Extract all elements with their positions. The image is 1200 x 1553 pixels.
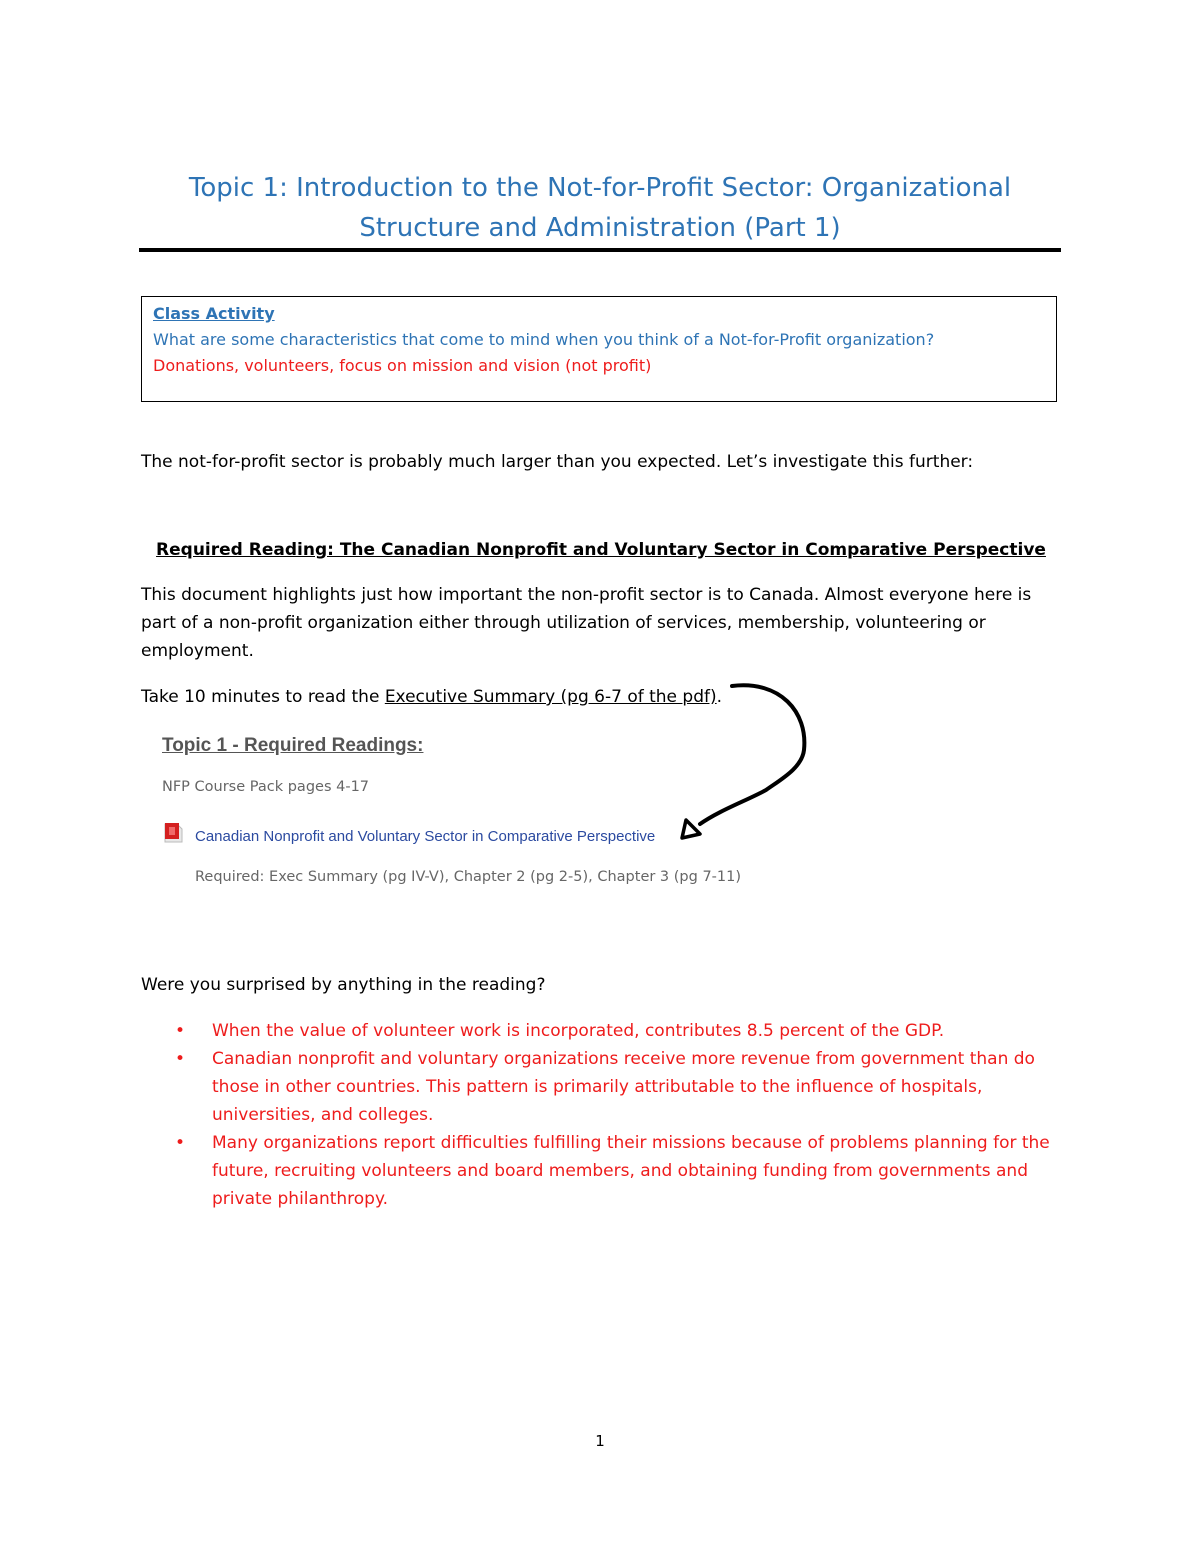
bullet-icon: • — [175, 1133, 186, 1153]
bullet-text: When the value of volunteer work is incorporated, contributes 8.5 percent of the GDP. — [212, 1021, 945, 1041]
screenshot-heading: Topic 1 - Required Readings: — [162, 735, 424, 756]
list-item — [141, 1017, 1061, 1045]
required-reading-body: This document highlights just how important the non-profit sector is to Canada. Almost everyone here is part of a non-profit organization either through utilization of services, membership, volunteering or employment. — [141, 585, 1032, 661]
title-rule — [139, 248, 1061, 252]
class-activity-box — [141, 296, 1057, 402]
bullet-icon: • — [175, 1049, 186, 1069]
bullet-icon: • — [175, 1021, 186, 1041]
title-line-2: Structure and Administration (Part 1) — [359, 213, 841, 243]
required-reading-heading: Required Reading: The Canadian Nonprofit and Voluntary Sector in Comparative Perspective — [156, 540, 1046, 560]
pdf-icon — [164, 822, 184, 844]
surprised-question: Were you surprised by anything in the reading? — [141, 975, 546, 995]
bullet-text: Many organizations report difficulties fulfilling their missions because of problems planning for the future, recruiting volunteers and board members, and obtaining funding from governments and private philanthropy. — [212, 1133, 1050, 1209]
list-item — [141, 1045, 1061, 1129]
findings-list — [141, 1017, 1061, 1213]
page-title — [140, 168, 1060, 248]
list-item — [141, 1129, 1061, 1213]
class-activity-answer: Donations, volunteers, focus on mission and vision (not profit) — [153, 356, 652, 375]
handdrawn-arrow — [670, 672, 820, 852]
screenshot-pages: NFP Course Pack pages 4-17 — [162, 779, 370, 795]
executive-summary-link[interactable]: Executive Summary (pg 6-7 of the pdf) — [384, 687, 717, 707]
screenshot-required: Required: Exec Summary (pg IV-V), Chapter 2 (pg 2-5), Chapter 3 (pg 7-11) — [195, 869, 742, 885]
canadian-nonprofit-link[interactable]: Canadian Nonprofit and Voluntary Sector in Comparative Perspective — [195, 828, 656, 845]
class-activity-question: What are some characteristics that come to mind when you think of a Not-for-Profit organization? — [153, 330, 935, 349]
take-minutes-paragraph — [141, 683, 1061, 711]
bullet-text: Canadian nonprofit and voluntary organizations receive more revenue from government than do those in other countries. This pattern is primarily attributable to the influence of hospitals, universities, and colleges. — [212, 1049, 1035, 1125]
page-number: 1 — [595, 1432, 605, 1450]
class-activity-heading: Class Activity — [153, 304, 275, 323]
take-suffix: . — [716, 687, 723, 707]
intro-paragraph: The not-for-profit sector is probably much larger than you expected. Let’s investigate this further: — [141, 452, 974, 472]
take-prefix: Take 10 minutes to read the — [141, 687, 385, 707]
title-line-1: Topic 1: Introduction to the Not-for-Profit Sector: Organizational — [188, 173, 1012, 203]
